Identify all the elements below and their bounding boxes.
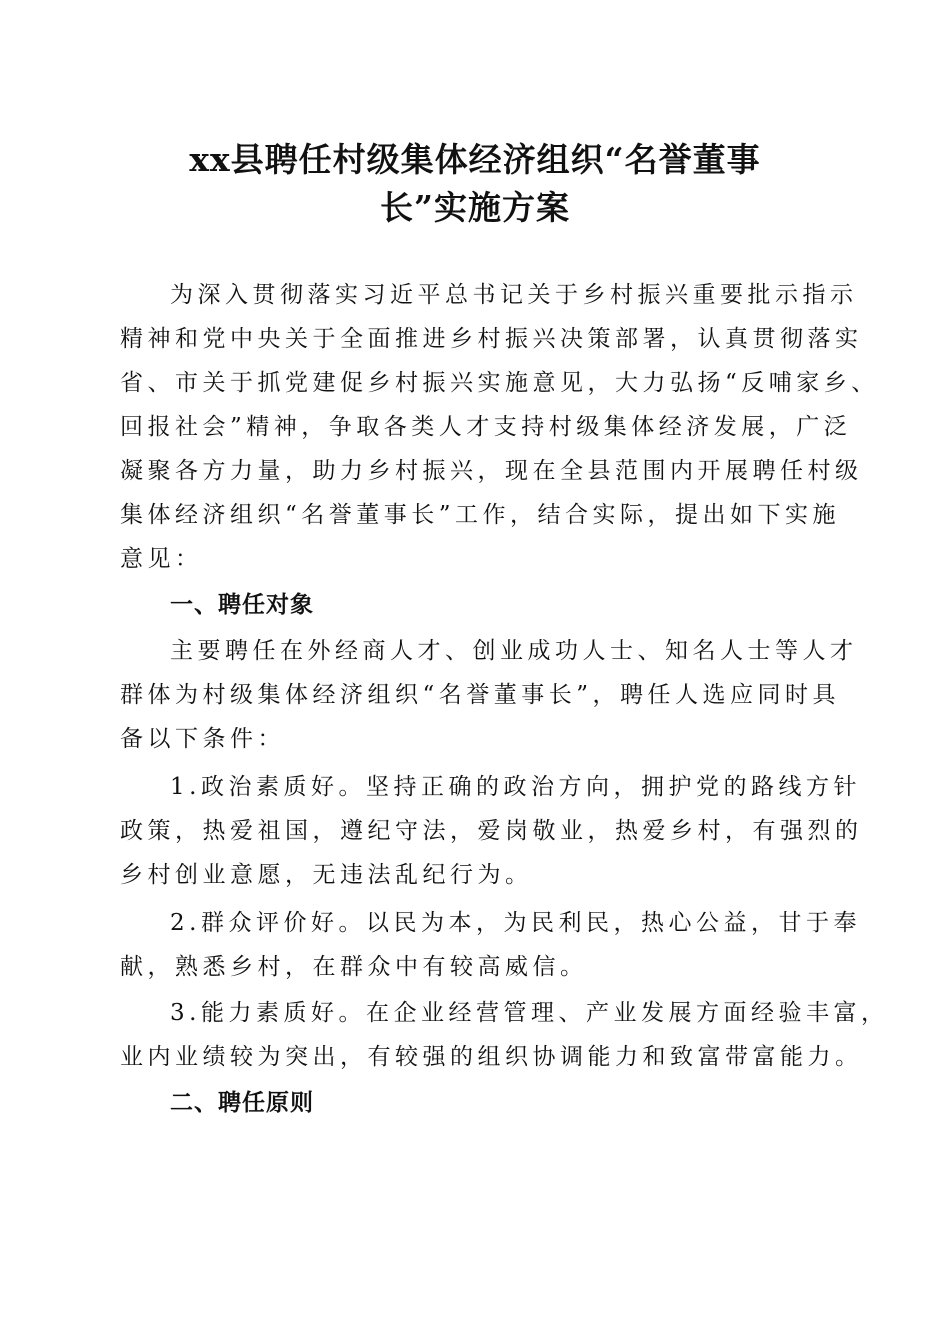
text-line: 为深入贯彻落实习近平总书记关于乡村振兴重要批示指示 (170, 282, 858, 308)
text-line: 凝聚各方力量，助力乡村振兴，现在全县范围内开展聘任村级 (120, 458, 863, 484)
text-line: 献，熟悉乡村，在群众中有较高威信。 (120, 954, 588, 980)
text-line: 1.政治素质好。坚持正确的政治方向，拥护党的路线方针 (170, 774, 861, 800)
text-line: 主要聘任在外经商人才、创业成功人士、知名人士等人才 (170, 638, 858, 664)
text-line: 省、市关于抓党建促乡村振兴实施意见，大力弘扬“反哺家乡、 (120, 370, 879, 396)
text-line: 乡村创业意愿，无违法乱纪行为。 (120, 862, 533, 888)
text-line: 政策，热爱祖国，遵纪守法，爱岗敬业，热爱乡村，有强烈的 (120, 818, 863, 844)
text-line: 回报社会”精神，争取各类人才支持村级集体经济发展，广泛 (120, 414, 852, 440)
text-line: 业内业绩较为突出，有较强的组织协调能力和致富带富能力。 (120, 1044, 863, 1070)
text-line: 集体经济组织“名誉董事长”工作，结合实际，提出如下实施 (120, 502, 841, 528)
text-line: 精神和党中央关于全面推进乡村振兴决策部署，认真贯彻落实 (120, 326, 863, 352)
text-line: 备以下条件： (120, 726, 285, 752)
document-title-line-2: 长”实施方案 (380, 188, 570, 227)
text-line: 3.能力素质好。在企业经营管理、产业发展方面经验丰富， (170, 1000, 889, 1026)
section-heading-1: 一、聘任对象 (170, 592, 314, 618)
text-line: 意见： (120, 546, 203, 572)
section-heading-2: 二、聘任原则 (170, 1090, 314, 1116)
text-line: 群体为村级集体经济组织“名誉董事长”，聘任人选应同时具 (120, 682, 841, 708)
text-line: 2.群众评价好。以民为本，为民利民，热心公益，甘于奉 (170, 910, 861, 936)
document-title-line-1: xx县聘任村级集体经济组织“名誉董事 (189, 140, 761, 179)
